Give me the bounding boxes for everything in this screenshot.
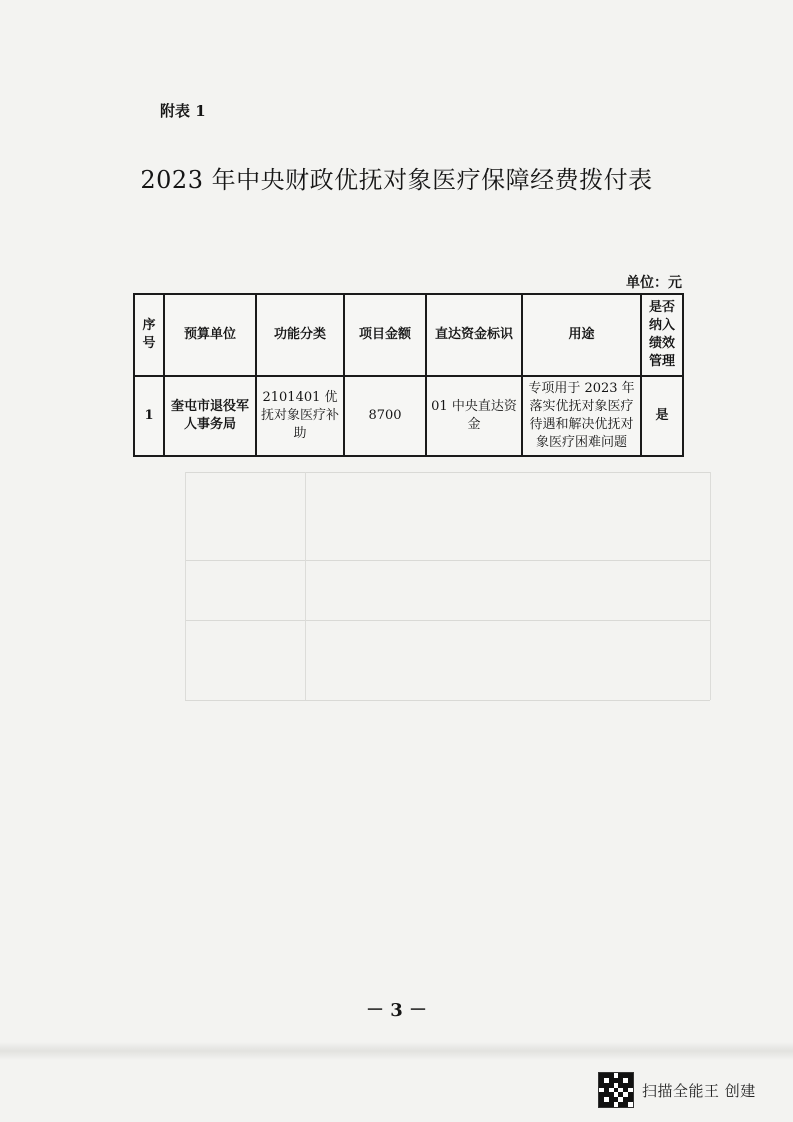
scanner-watermark-text: 扫描全能王 创建 [642,1081,756,1100]
page-number: － 3 － [365,1000,428,1021]
cell-budget-unit: 奎屯市退役军人事务局 [164,376,256,456]
show-through-line [185,620,710,621]
header-purpose: 用途 [522,294,641,376]
unit-label: 单位：元 [626,275,682,291]
show-through-line [185,472,186,700]
cell-direct-fund-mark: 01 中央直达资金 [426,376,522,456]
cell-performance-mgmt: 是 [641,376,683,456]
show-through-line [185,472,710,473]
scan-shadow-band [0,1042,793,1060]
appendix-label: 附表 1 [160,102,206,120]
table-row [134,376,683,456]
header-budget-unit: 预算单位 [164,294,256,376]
cell-amount: 8700 [344,376,426,456]
show-through-line [185,560,710,561]
header-amount: 项目金额 [344,294,426,376]
table-header-row [134,294,683,376]
funding-table [133,293,684,457]
show-through-line [185,700,710,701]
cell-purpose: 专项用于 2023 年落实优抚对象医疗待遇和解决优抚对象医疗困难问题 [522,376,641,456]
header-direct-fund-mark: 直达资金标识 [426,294,522,376]
qr-code-icon [598,1072,634,1108]
cell-function-class: 2101401 优抚对象医疗补助 [256,376,344,456]
document-title: 2023 年中央财政优抚对象医疗保障经费拨付表 [140,166,653,194]
show-through-line [305,472,306,700]
header-index: 序号 [134,294,164,376]
header-performance-mgmt: 是否纳入绩效管理 [641,294,683,376]
header-function-class: 功能分类 [256,294,344,376]
cell-index: 1 [134,376,164,456]
scanner-watermark [598,1072,756,1108]
show-through-line [710,472,711,700]
